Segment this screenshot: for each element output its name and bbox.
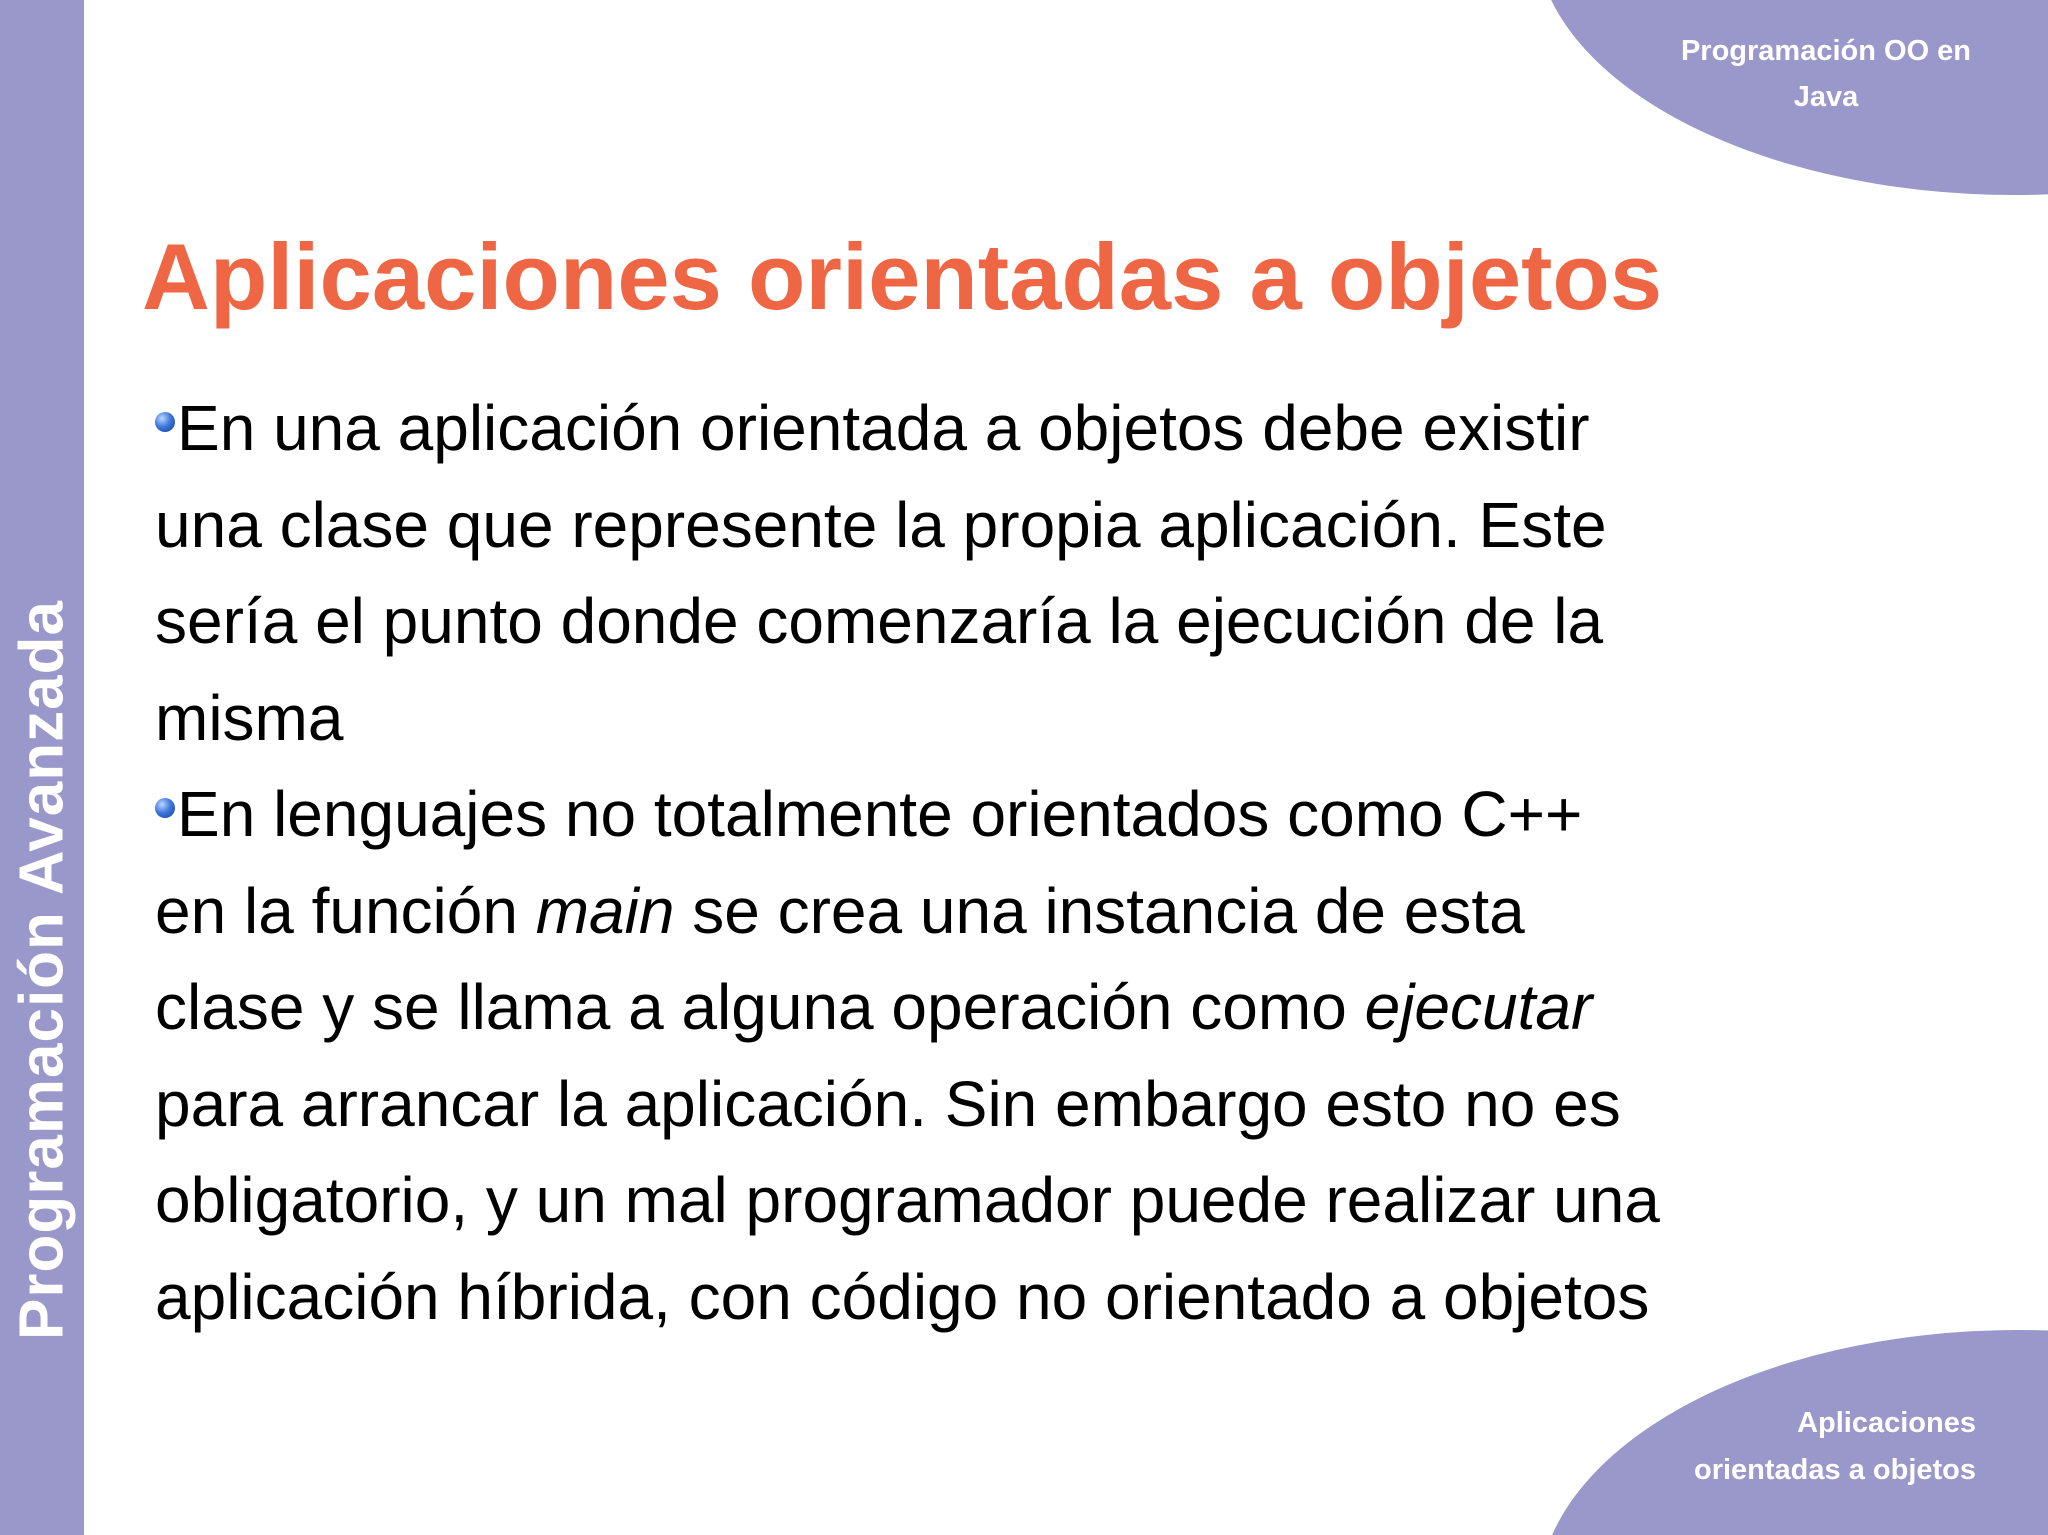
bullet-line	[155, 863, 1955, 960]
bullet-icon	[155, 412, 175, 432]
italic-term-ejecutar: ejecutar	[1364, 971, 1593, 1043]
footer-caption-line: Aplicaciones	[1797, 1407, 1976, 1439]
footer-caption	[1646, 1400, 1976, 1494]
italic-term-main: main	[535, 874, 675, 947]
bullet-line: En una aplicación orientada a objetos debe existir	[177, 392, 1590, 464]
header-caption-line: Programación OO en	[1680, 35, 1972, 67]
bullet-point	[155, 766, 1955, 1345]
bullet-icon	[155, 798, 175, 818]
header-caption-line: Java	[1793, 81, 1859, 113]
bullet-line: misma	[155, 681, 344, 754]
side-bar	[0, 0, 84, 1535]
bullet-line: sería el punto donde comenzaría la ejecución de la	[155, 585, 1604, 657]
slide-content	[155, 380, 1955, 1345]
text-run: en la función	[155, 874, 536, 947]
footer-caption-line: orientadas a objetos	[1693, 1454, 1976, 1486]
bullet-line: aplicación híbrida, con código no orientado a objetos	[155, 1260, 1650, 1333]
bullet-line: En lenguajes no totalmente orientados como C++	[177, 778, 1583, 850]
bullet-line	[155, 959, 1955, 1056]
bullet-point	[155, 380, 1955, 766]
bullet-line: obligatorio, y un mal programador puede realizar una	[155, 1164, 1660, 1236]
header-caption	[1656, 28, 1996, 120]
bullet-line: para arrancar la aplicación. Sin embargo esto no es	[155, 1067, 1621, 1140]
bullet-line: una clase que represente la propia aplicación. Este	[155, 488, 1607, 561]
text-run: clase y se llama a alguna operación como	[155, 971, 1365, 1043]
slide-title: Aplicaciones orientadas a objetos	[142, 224, 1663, 329]
text-run: se crea una instancia de esta	[674, 874, 1525, 947]
side-bar-title: Programación Avanzada	[7, 600, 77, 1340]
